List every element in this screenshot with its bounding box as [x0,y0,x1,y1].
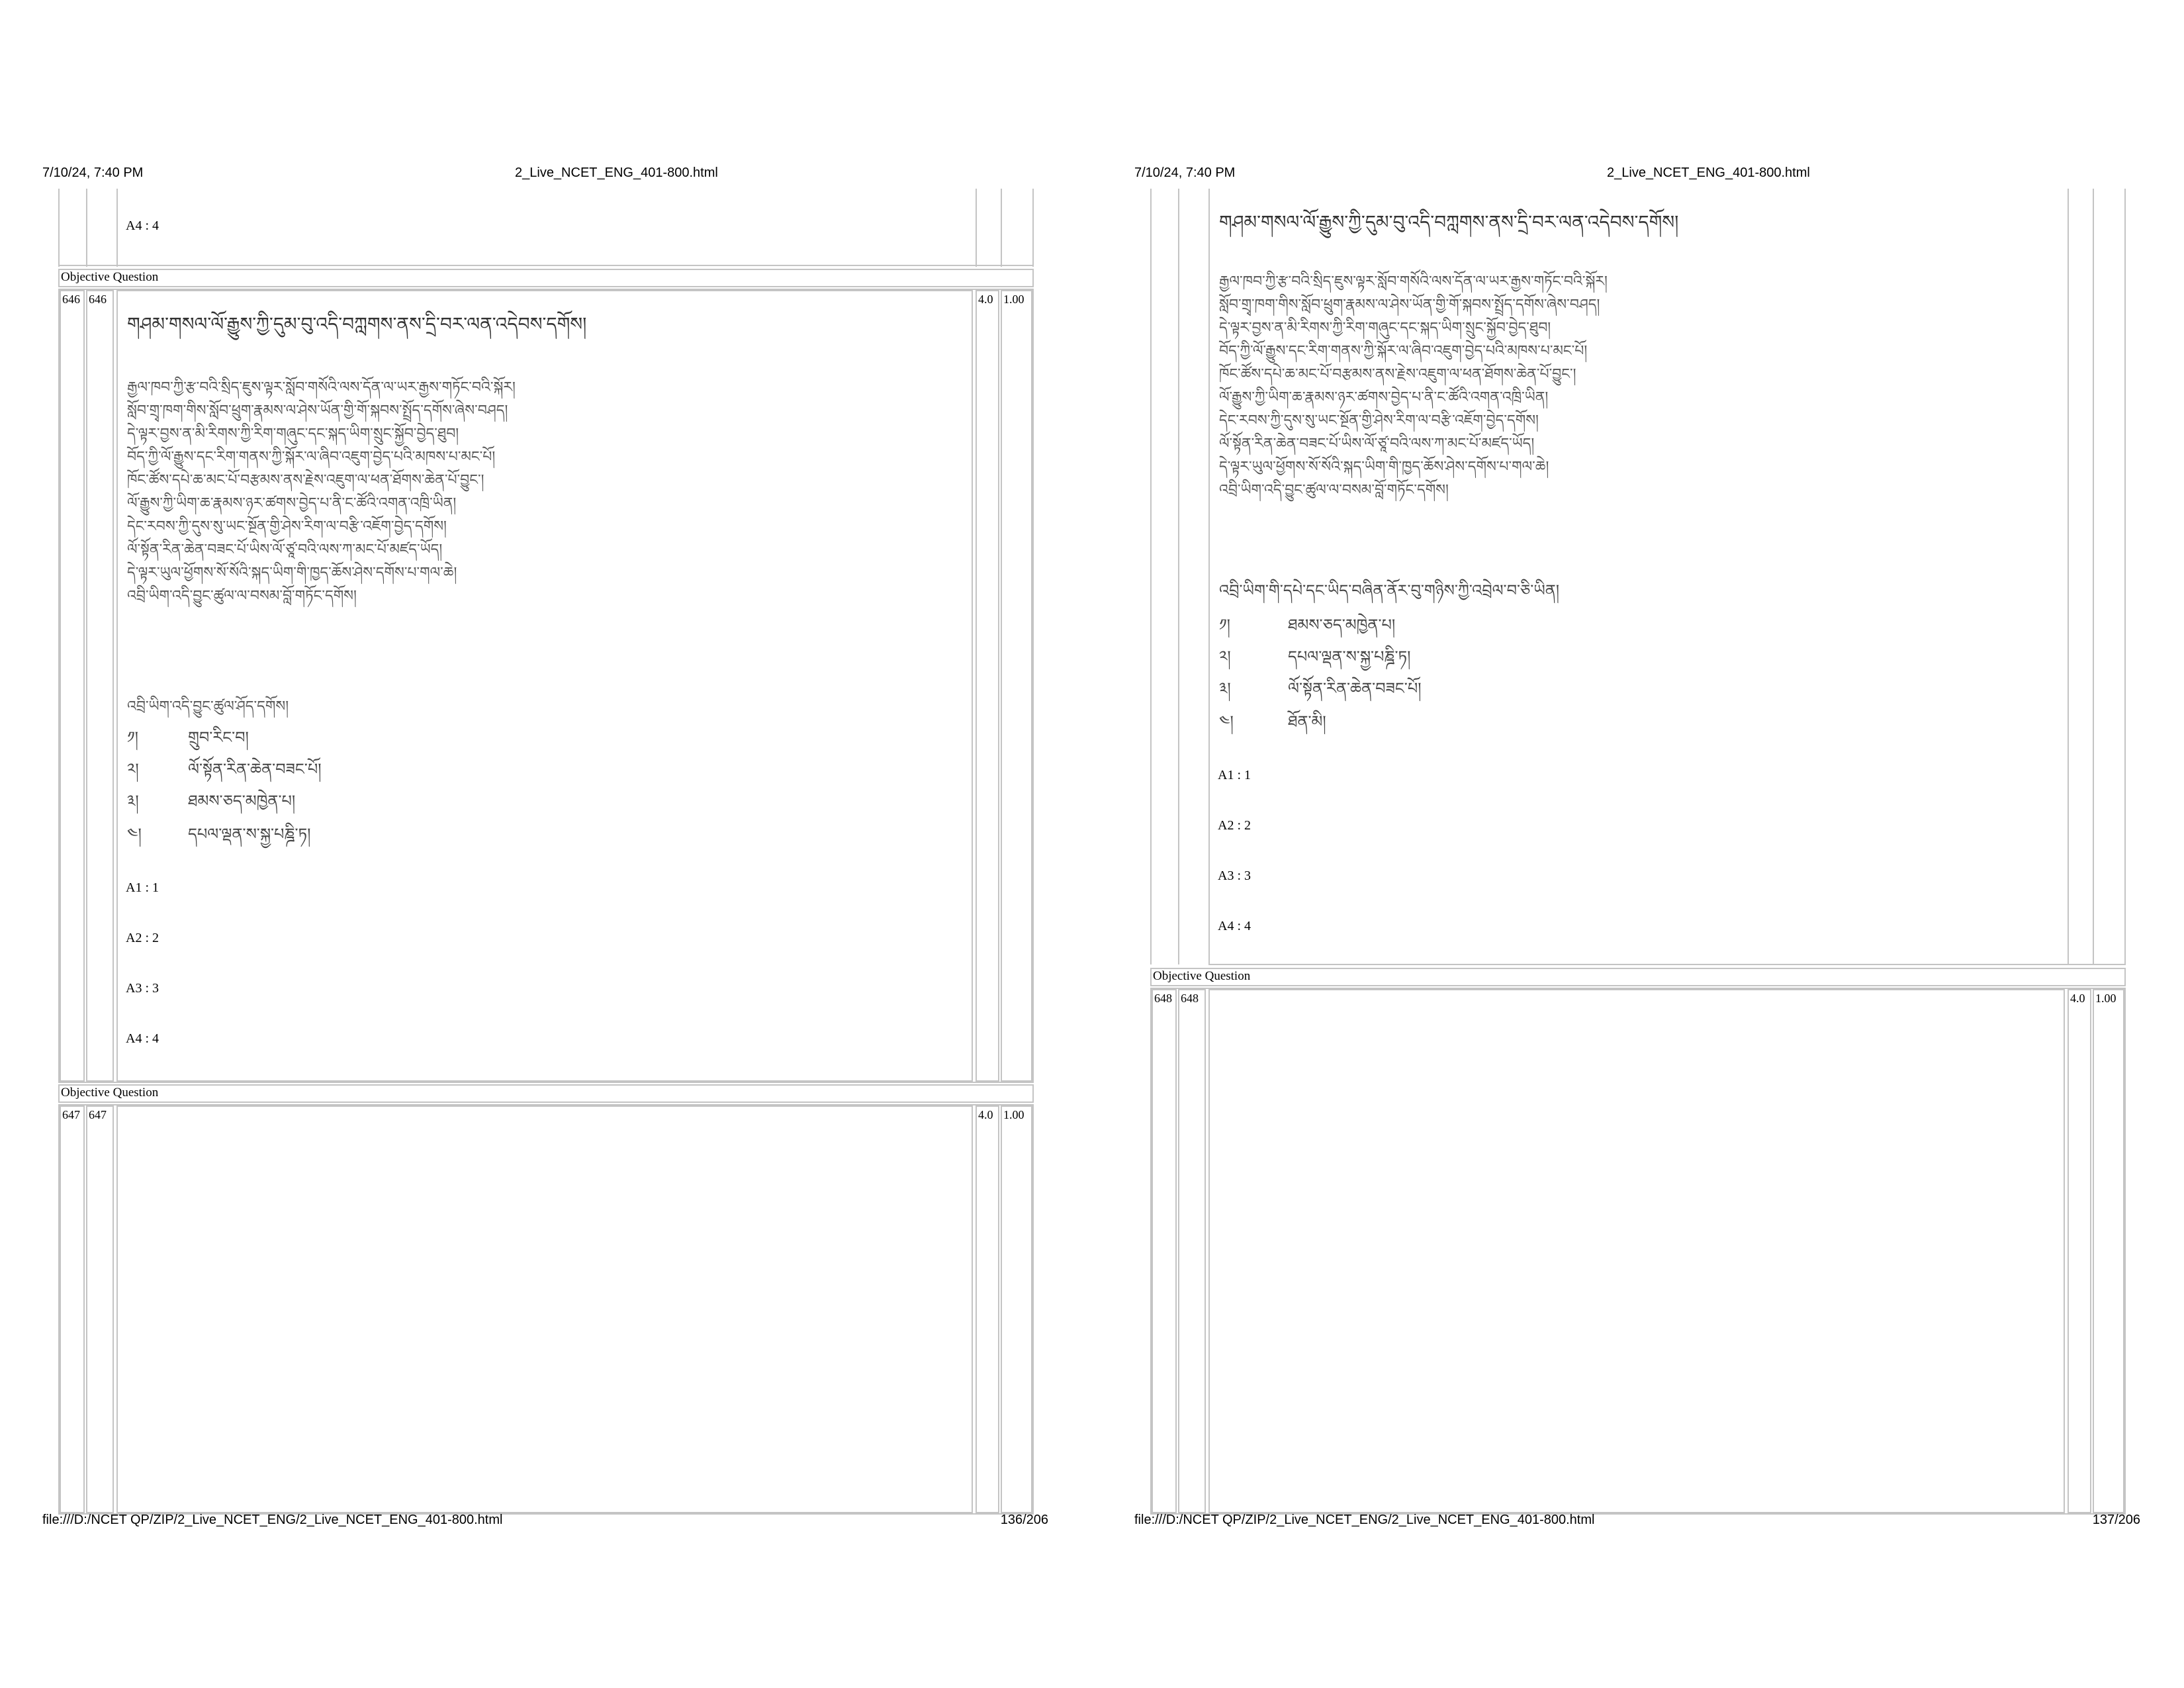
table-border [1178,189,1179,964]
passage-line: བོད་ཀྱི་ལོ་རྒྱུས་དང་རིག་གནས་ཀྱི་སྐོར་ལ་ཞིབ་འཇུག་བྱེད་པའི་མཁས་པ་མང་པོ། [1219,343,1588,359]
page-137 [1092,0,2184,1688]
question-id: 646 [89,293,107,306]
option-text: གྲུབ་རིང་བ། [188,728,249,747]
passage-line: ལོ་རྒྱུས་ཀྱི་ཡིག་ཆ་རྣམས་ཉར་ཚགས་བྱེད་པ་ནི་ང་ཚོའི་འགན་འཁྲི་ཡིན། [127,495,457,512]
passage-line: དེང་རབས་ཀྱི་དུས་སུ་ཡང་སྔོན་གྱི་ཤེས་རིག་ལ་བརྩི་འཇོག་བྱེད་དགོས། [127,518,447,535]
option-marker: ༢། [127,760,139,778]
section-header-row [58,269,1034,287]
option-text: ཐོན་མི། [1288,712,1326,731]
serial-cell [60,1105,85,1513]
answer-option-4: A4 : 4 [1218,919,1251,933]
table-border [1150,189,1152,964]
question-prompt: འབྲི་ཡིག་གི་དཔེ་དང་ཡིད་བཞིན་ནོར་བུ་གཉིས་ཀྱི་འབྲེལ་བ་ཅི་ཡིན། [1219,581,1560,600]
marks-cell [976,1105,999,1513]
option-marker: ༣། [1219,679,1231,698]
print-page-number: 137/206 [2092,1513,2140,1527]
question-cell [116,1105,973,1513]
option-text: ཐམས་ཅད་མཁྱེན་པ། [1288,616,1396,634]
print-page-number: 136/206 [1000,1513,1048,1527]
answer-option-1: A1 : 1 [126,880,159,895]
table-border [1032,189,1034,267]
table-border [58,189,60,267]
passage-line: དེ་ལྟར་ཡུལ་ཕྱོགས་སོ་སོའི་སྐད་ཡིག་གི་ཁྱད་ཆོས་ཤེས་དགོས་པ་གལ་ཆེ། [127,565,457,581]
passage-line: སློབ་གྲྭ་ཁག་གིས་སློབ་ཕྲུག་རྣམས་ལ་ཤེས་ཡོན་གྱི་གོ་སྐབས་སྤྲོད་དགོས་ཞེས་བཤད། [1219,297,1600,313]
question-negative-marks: 1.00 [1003,1108,1024,1121]
qid-cell [86,1105,114,1513]
passage-line: འབྲི་ཡིག་འདི་བྱུང་ཚུལ་ལ་བསམ་བློ་གཏོང་དགོས། [1219,482,1449,498]
negative-marks-cell [1001,1105,1032,1513]
passage-line: ཁོང་ཚོས་དཔེ་ཆ་མང་པོ་བརྩམས་ནས་རྗེས་འཇུག་ལ་ཕན་ཐོགས་ཆེན་པོ་བྱུང་། [127,472,484,489]
table-border [58,265,1034,266]
marks-cell [2068,989,2091,1513]
passage-line: དེ་ལྟར་ཡུལ་ཕྱོགས་སོ་སོའི་སྐད་ཡིག་གི་ཁྱད་ཆོས་ཤེས་དགོས་པ་གལ་ཆེ། [1219,459,1549,475]
passage-line: ཁོང་ཚོས་དཔེ་ཆ་མང་པོ་བརྩམས་ནས་རྗེས་འཇུག་ལ་ཕན་ཐོགས་ཆེན་པོ་བྱུང་། [1219,366,1576,383]
passage-line: འབྲི་ཡིག་འདི་བྱུང་ཚུལ་ལ་བསམ་བློ་གཏོང་དགོས། [127,588,357,604]
option-marker: ༡། [1219,616,1230,634]
print-datetime: 7/10/24, 7:40 PM [1134,165,1236,180]
print-datetime: 7/10/24, 7:40 PM [42,165,144,180]
option-marker: ༣། [127,792,139,810]
print-file-path: file:///D:/NCET QP/ZIP/2_Live_NCET_ENG/2_Live_NCET_ENG_401-800.html [42,1513,503,1527]
table-border [1208,189,1210,964]
negative-marks-cell [1001,290,1032,1082]
option-text: ཐམས་ཅད་མཁྱེན་པ། [188,792,296,810]
passage-line: རྒྱལ་ཁབ་ཀྱི་རྩ་བའི་སྲིད་ཇུས་ལྟར་སློབ་གསོའི་ལས་དོན་ལ་ཡར་རྒྱས་གཏོང་བའི་སྐོར། [127,379,516,396]
question-serial: 648 [1154,992,1172,1005]
table-border [1001,189,1002,267]
passage-line: དེ་ལྟར་བྱས་ན་མི་རིགས་ཀྱི་རིག་གཞུང་དང་སྐད་ཡིག་སྲུང་སྐྱོབ་བྱེད་ཐུབ། [1219,320,1551,336]
answer-option-3: A3 : 3 [126,981,159,996]
section-label: Objective Question [61,270,159,284]
question-prompt: འབྲི་ཡིག་འདི་བྱུང་ཚུལ་ཤོད་དགོས། [127,698,289,715]
question-serial: 647 [62,1108,80,1121]
table-border [116,189,118,267]
answer-option-3: A3 : 3 [1218,868,1251,883]
option-text: དཔལ་ལྡན་ས་སྐྱ་པཎྜི་ཏ། [1288,647,1411,666]
answer-option-1: A1 : 1 [1218,768,1251,782]
serial-cell [60,290,85,1082]
table-border [86,189,87,267]
section-label: Objective Question [61,1086,159,1100]
option-marker: ༡། [127,728,138,747]
option-text: དཔལ་ལྡན་ས་སྐྱ་པཎྜི་ཏ། [188,825,311,843]
passage-line: བོད་ཀྱི་ལོ་རྒྱུས་དང་རིག་གནས་ཀྱི་སྐོར་ལ་ཞིབ་འཇུག་བྱེད་པའི་མཁས་པ་མང་པོ། [127,449,496,465]
passage-line: སློབ་གྲྭ་ཁག་གིས་སློབ་ཕྲུག་རྣམས་ལ་ཤེས་ཡོན་གྱི་གོ་སྐབས་སྤྲོད་དགོས་ཞེས་བཤད། [127,402,508,419]
answer-option-2: A2 : 2 [1218,818,1251,833]
answer-option-4: A4 : 4 [126,218,159,233]
table-border [2068,189,2069,964]
print-file-path: file:///D:/NCET QP/ZIP/2_Live_NCET_ENG/2_Live_NCET_ENG_401-800.html [1134,1513,1595,1527]
question-id: 647 [89,1108,107,1121]
table-border [976,189,977,267]
question-negative-marks: 1.00 [1003,293,1024,306]
question-marks: 4.0 [2070,992,2085,1005]
question-negative-marks: 1.00 [2095,992,2116,1005]
passage-line: ལོ་རྒྱུས་ཀྱི་ཡིག་ཆ་རྣམས་ཉར་ཚགས་བྱེད་པ་ནི་ང་ཚོའི་འགན་འཁྲི་ཡིན། [1219,389,1549,406]
question-marks: 4.0 [978,1108,993,1121]
qid-cell [86,290,114,1082]
answer-option-4: A4 : 4 [126,1031,159,1046]
option-text: ལོ་སྟོན་རིན་ཆེན་བཟང་པོ། [188,760,322,778]
passage-line: དེ་ལྟར་བྱས་ན་མི་རིགས་ཀྱི་རིག་གཞུང་དང་སྐད་ཡིག་སྲུང་སྐྱོབ་བྱེད་ཐུབ། [127,426,459,442]
question-stem: གཤམ་གསལ་ལོ་རྒྱུས་ཀྱི་དུམ་བུ་འདི་བཀླགས་ནས་དྲི་བར་ལན་འདེབས་དགོས། [1219,211,1679,233]
negative-marks-cell [2093,989,2124,1513]
section-header-row [1150,968,2126,986]
section-header-row [58,1084,1034,1103]
qid-cell [1178,989,1206,1513]
passage-line: རྒྱལ་ཁབ་ཀྱི་རྩ་བའི་སྲིད་ཇུས་ལྟར་སློབ་གསོའི་ལས་དོན་ལ་ཡར་རྒྱས་གཏོང་བའི་སྐོར། [1219,273,1608,290]
section-label: Objective Question [1153,969,1251,983]
passage-line: དེང་རབས་ཀྱི་དུས་སུ་ཡང་སྔོན་གྱི་ཤེས་རིག་ལ་བརྩི་འཇོག་བྱེད་དགོས། [1219,412,1539,429]
option-marker: ༤། [127,825,142,843]
option-marker: ༢། [1219,647,1231,666]
question-serial: 646 [62,293,80,306]
print-title: 2_Live_NCET_ENG_401-800.html [1607,165,1810,180]
table-border [1208,964,2126,965]
answer-option-2: A2 : 2 [126,931,159,945]
question-id: 648 [1181,992,1199,1005]
option-marker: ༤། [1219,712,1234,731]
table-border [2093,189,2094,964]
print-title: 2_Live_NCET_ENG_401-800.html [515,165,718,180]
question-stem: གཤམ་གསལ་ལོ་རྒྱུས་ཀྱི་དུམ་བུ་འདི་བཀླགས་ནས་དྲི་བར་ལན་འདེབས་དགོས། [127,313,587,335]
question-marks: 4.0 [978,293,993,306]
serial-cell [1152,989,1177,1513]
question-cell [1208,989,2065,1513]
table-border [2124,189,2126,964]
passage-line: ལོ་སྟོན་རིན་ཆེན་བཟང་པོ་ཡིས་ལོ་ཙཱ་བའི་ལས་ཀ་མང་པོ་མཛད་ཡོད། [1219,436,1535,452]
marks-cell [976,290,999,1082]
passage-line: ལོ་སྟོན་རིན་ཆེན་བཟང་པོ་ཡིས་ལོ་ཙཱ་བའི་ལས་ཀ་མང་པོ་མཛད་ཡོད། [127,541,443,558]
option-text: ལོ་སྟོན་རིན་ཆེན་བཟང་པོ། [1288,679,1422,698]
